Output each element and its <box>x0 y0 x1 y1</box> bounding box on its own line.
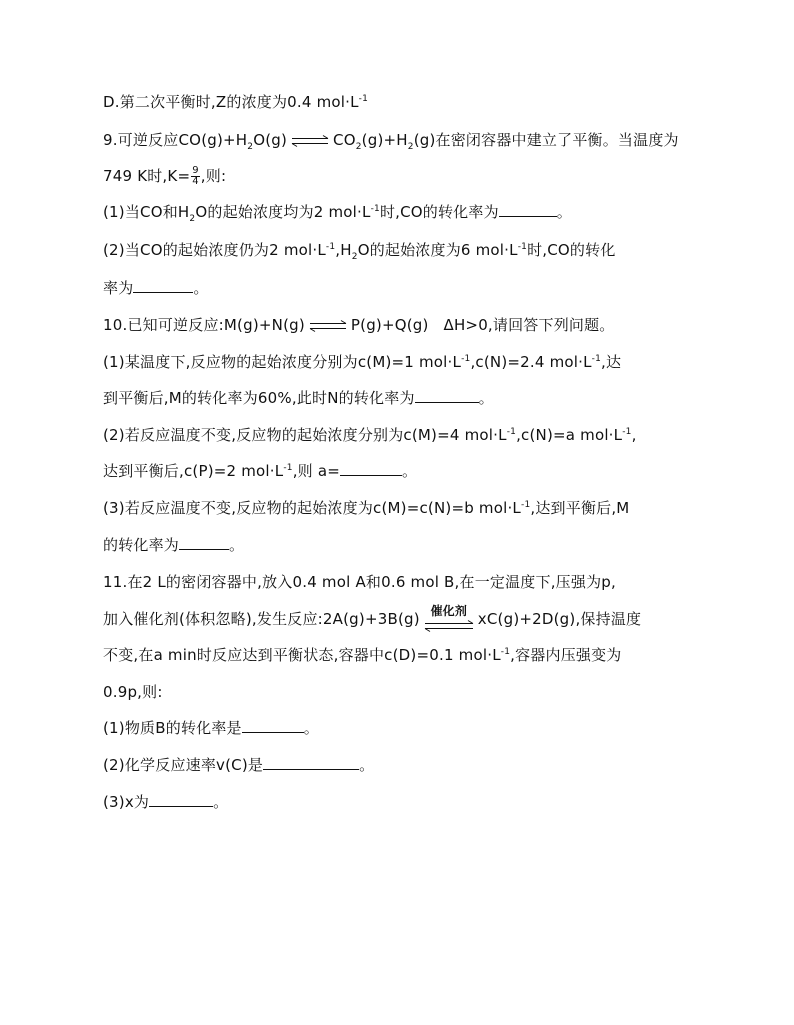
text: ,则 a= <box>292 462 340 480</box>
text: 。 <box>213 793 229 811</box>
superscript: -1 <box>358 94 369 104</box>
question-9-line-1 <box>103 128 679 152</box>
text: ,达到平衡后,M <box>530 499 630 517</box>
superscript: -1 <box>506 427 517 437</box>
answer-blank[interactable] <box>242 717 304 733</box>
answer-blank[interactable] <box>263 754 359 770</box>
question-10-part-2-line-1 <box>103 423 637 447</box>
question-10-part-2-line-2 <box>103 459 417 483</box>
text: 的转化率为 <box>103 536 180 554</box>
question-10-part-3-line-1 <box>103 496 629 520</box>
answer-blank[interactable] <box>179 534 229 550</box>
superscript: -1 <box>325 242 336 252</box>
question-9-line-2 <box>103 164 226 188</box>
answer-blank[interactable] <box>340 460 402 476</box>
text: ΔH>0,请回答下列问题。 <box>443 316 615 334</box>
text: O的起始浓度为6 mol·L <box>357 241 518 259</box>
equilibrium-arrow-icon <box>309 320 347 332</box>
text: 率为 <box>103 279 134 297</box>
fraction <box>191 166 200 187</box>
text: (3)若反应温度不变,反应物的起始浓度为c(M)=c(N)=b mol·L <box>103 499 521 517</box>
text: P(g)+Q(g) <box>350 316 429 334</box>
answer-blank[interactable] <box>149 791 213 807</box>
superscript: -1 <box>461 354 471 364</box>
text: 11.在2 L的密闭容器中,放入0.4 mol A和0.6 mol B,在一定温度下,压强为p, <box>103 573 616 591</box>
question-11-part-2 <box>103 753 374 777</box>
question-11-part-3 <box>103 790 228 814</box>
text: 加入催化剂(体积忽略),发生反应:2A(g)+3B(g) <box>103 610 420 628</box>
option-d-line <box>103 90 368 114</box>
text: 。 <box>359 756 375 774</box>
text: (2)当CO的起始浓度仍为2 mol·L <box>103 241 326 259</box>
subscript: 2 <box>247 142 254 152</box>
answer-blank[interactable] <box>415 387 479 403</box>
question-11-part-1 <box>103 716 319 740</box>
text: (g)在密闭容器中建立了平衡。当温度为 <box>413 131 679 149</box>
text: ,则: <box>200 167 227 185</box>
text: , <box>631 426 637 444</box>
text: ,达 <box>601 353 622 371</box>
fraction-numerator: 9 <box>192 165 199 176</box>
text: 。 <box>303 719 319 737</box>
answer-blank[interactable] <box>499 201 557 217</box>
text: 0.9p,则: <box>103 683 163 701</box>
question-11-line-1 <box>103 570 616 594</box>
superscript: -1 <box>517 242 528 252</box>
question-11-line-4 <box>103 680 163 704</box>
text: (2)若反应温度不变,反应物的起始浓度分别为c(M)=4 mol·L <box>103 426 507 444</box>
superscript: -1 <box>283 463 293 473</box>
subscript: 2 <box>407 142 414 152</box>
text: 749 K时,K= <box>103 167 191 185</box>
question-9-part-2-line-2 <box>103 276 209 300</box>
text: 。 <box>478 389 494 407</box>
superscript: -1 <box>622 427 632 437</box>
question-9-part-2-line-1 <box>103 238 616 262</box>
question-11-line-3 <box>103 643 622 667</box>
text: (2)化学反应速率v(C)是 <box>103 756 264 774</box>
equilibrium-arrow-icon <box>291 135 329 147</box>
question-10-part-3-line-2 <box>103 533 244 557</box>
text: (1)当CO和H <box>103 203 190 221</box>
text: 时,CO的转化 <box>527 241 616 259</box>
answer-blank[interactable] <box>133 277 193 293</box>
text: ,容器内压强变为 <box>510 646 622 664</box>
text: ,c(N)=2.4 mol·L <box>470 353 592 371</box>
subscript: 2 <box>355 142 362 152</box>
text: ,c(N)=a mol·L <box>516 426 623 444</box>
text: CO <box>333 131 356 149</box>
question-10-part-1-line-2 <box>103 386 494 410</box>
text: 时,CO的转化率为 <box>379 203 499 221</box>
catalyst-label: 催化剂 <box>430 603 468 618</box>
text: 不变,在a min时反应达到平衡状态,容器中c(D)=0.1 mol·L <box>103 646 501 664</box>
superscript: -1 <box>521 500 531 510</box>
text: 。 <box>229 536 245 554</box>
subscript: 2 <box>189 214 196 224</box>
text: 到平衡后,M的转化率为60%,此时N的转化率为 <box>103 389 415 407</box>
text: xC(g)+2D(g),保持温度 <box>477 610 642 628</box>
text: 9.可逆反应CO(g)+H <box>103 131 248 149</box>
question-10-part-1-line-1 <box>103 350 621 374</box>
text: 10.已知可逆反应:M(g)+N(g) <box>103 316 305 334</box>
option-d-text: D.第二次平衡时,Z的浓度为0.4 mol·L <box>103 93 359 111</box>
text: ,H <box>335 241 352 259</box>
text: (1)物质B的转化率是 <box>103 719 242 737</box>
catalyst-equilibrium-arrow-icon <box>424 603 474 632</box>
text: 。 <box>556 203 572 221</box>
text: 。 <box>402 462 418 480</box>
superscript: -1 <box>591 354 602 364</box>
text: O的起始浓度均为2 mol·L <box>195 203 371 221</box>
text: (g)+H <box>361 131 408 149</box>
text: (3)x为 <box>103 793 150 811</box>
text: 达到平衡后,c(P)=2 mol·L <box>103 462 284 480</box>
text: 。 <box>193 279 209 297</box>
text: O(g) <box>253 131 288 149</box>
question-11-line-2 <box>103 603 642 631</box>
fraction-denominator: 4 <box>192 176 199 187</box>
subscript: 2 <box>351 252 358 262</box>
superscript: -1 <box>500 647 511 657</box>
superscript: -1 <box>370 204 380 214</box>
question-9-part-1 <box>103 200 572 224</box>
question-10-line-1 <box>103 313 615 337</box>
text: (1)某温度下,反应物的起始浓度分别为c(M)=1 mol·L <box>103 353 462 371</box>
